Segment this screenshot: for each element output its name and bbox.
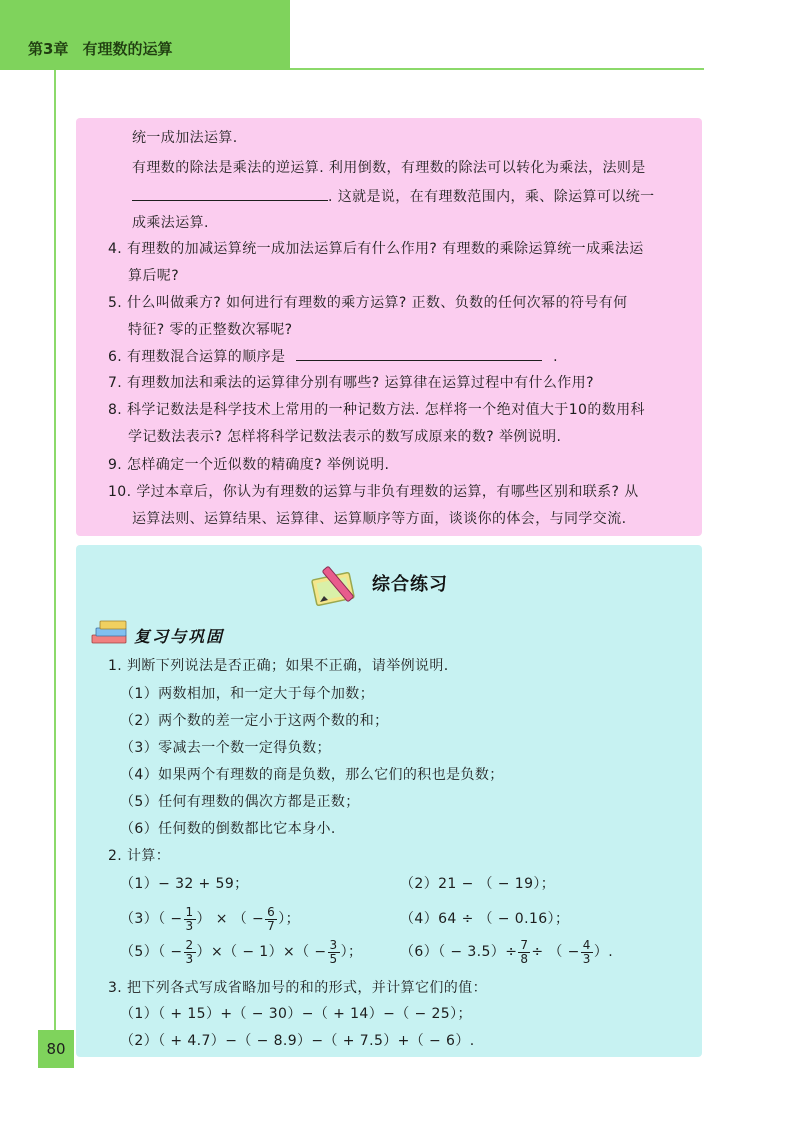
q3-continuation-2: 有理数的除法是乘法的逆运算. 利用倒数，有理数的除法可以转化为乘法，法则是: [132, 160, 646, 176]
fraction: $\frac{7}{8}$: [520, 937, 529, 966]
chapter-title: [28, 38, 172, 59]
problem-2-item-6: （6）（ − 3.5）÷ $\frac{7}{8}$ ÷ （ − $\frac{4}{3}$ ）.: [400, 937, 614, 966]
question-8-line2: 学记数法表示? 怎样将科学记数法表示的数写成原来的数? 举例说明.: [128, 429, 562, 445]
problem-1-item: （5）任何有理数的偶次方都是正数；: [120, 794, 360, 810]
chapter-name: 有理数的运算: [82, 40, 173, 58]
chapter-label: 第3章: [28, 40, 69, 58]
fraction: $\frac{3}{5}$: [329, 937, 338, 966]
problem-2-stem: 2. 计算：: [108, 848, 171, 864]
problem-1-item: （6）任何数的倒数都比它本身小.: [120, 821, 336, 837]
question-4-line1: 4. 有理数的加减运算统一成加法运算后有什么作用? 有理数的乘除运算统一成乘法运: [108, 241, 644, 257]
question-10-line2: 运算法则、运算结果、运算律、运算顺序等方面，谈谈你的体会，与同学交流.: [132, 511, 627, 527]
chapter-header-band: [0, 0, 290, 70]
fraction: $\frac{4}{3}$: [582, 937, 591, 966]
question-7: 7. 有理数加法和乘法的运算律分别有哪些? 运算律在运算过程中有什么作用?: [108, 375, 594, 391]
problem-1-item: （1）两数相加，和一定大于每个加数；: [120, 686, 375, 702]
left-margin-rule: [54, 70, 56, 1042]
fraction: $\frac{6}{7}$: [267, 904, 276, 933]
question-5-line2: 特征? 零的正整数次幂呢?: [128, 322, 293, 338]
question-10-line1: 10. 学过本章后，你认为有理数的运算与非负有理数的运算，有哪些区别和联系? 从: [108, 484, 639, 500]
problem-1-item: （3）零减去一个数一定得负数；: [120, 740, 331, 756]
fraction: $\frac{1}{3}$: [185, 904, 194, 933]
problem-1-item: （4）如果两个有理数的商是负数，那么它们的积也是负数；: [120, 767, 504, 783]
answer-blank[interactable]: [296, 346, 542, 361]
q3-continuation-4: 成乘法运算.: [132, 215, 209, 231]
pencil-notebook-icon: [308, 562, 364, 608]
subsection-title: 复习与巩固: [134, 627, 225, 646]
section-title: 综合练习: [372, 574, 448, 595]
problem-2-item-4: （4）64 ÷ （ − 0.16）；: [400, 911, 570, 927]
problem-2-item-1: （1）− 32 + 59；: [120, 876, 249, 892]
q3-continuation-1: 统一成加法运算.: [132, 130, 238, 146]
problem-1-item: （2）两个数的差一定小于这两个数的和；: [120, 713, 389, 729]
problem-2-item-5: （5）（ − $\frac{2}{3}$ ）×（ − 1）×（ − $\frac{3}{5}$ ）；: [120, 937, 363, 966]
question-8-line1: 8. 科学记数法是科学技术上常用的一种记数方法. 怎样将一个绝对值大于10的数用科: [108, 402, 645, 418]
question-4-line2: 算后呢?: [128, 268, 180, 284]
q3-continuation-3: . 这就是说，在有理数范围内，乘、除运算可以统一: [132, 186, 655, 207]
problem-3-item-1: （1）（ + 15）+（ − 30）−（ + 14）−（ − 25）；: [120, 1006, 472, 1022]
answer-blank[interactable]: [132, 186, 328, 201]
problem-3-stem: 3. 把下列各式写成省略加号的和的形式，并计算它们的值：: [108, 980, 488, 996]
problem-2-item-2: （2）21 − （ − 19）；: [400, 876, 556, 892]
books-icon: [90, 619, 132, 645]
problem-3-item-2: （2）（ + 4.7）−（ − 8.9）−（ + 7.5）+（ − 6）.: [120, 1033, 475, 1049]
page-number: 80: [38, 1030, 74, 1068]
problem-2-item-3: （3）（ − $\frac{1}{3}$ ） × （ − $\frac{6}{7}$ ）；: [120, 904, 301, 933]
question-6: 6. 有理数混合运算的顺序是 .: [108, 346, 558, 367]
fraction: $\frac{2}{3}$: [185, 937, 194, 966]
question-9: 9. 怎样确定一个近似数的精确度? 举例说明.: [108, 457, 390, 473]
header-rule: [290, 68, 704, 70]
problem-1-stem: 1. 判断下列说法是否正确；如果不正确，请举例说明.: [108, 658, 449, 674]
question-5-line1: 5. 什么叫做乘方? 如何进行有理数的乘方运算? 正数、负数的任何次幂的符号有何: [108, 295, 628, 311]
